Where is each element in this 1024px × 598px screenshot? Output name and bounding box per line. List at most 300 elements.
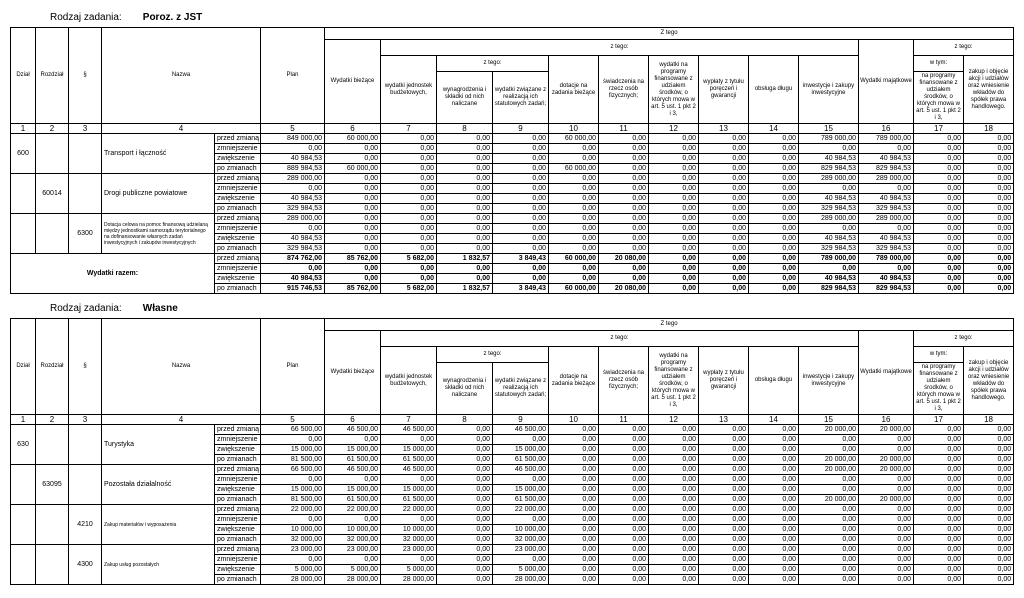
cell-nazwa: Zakup materiałów i wyposażenia bbox=[102, 505, 215, 545]
cell-value: 0,00 bbox=[493, 515, 549, 525]
cell-value: 0,00 bbox=[437, 134, 493, 144]
cell-value: 0,00 bbox=[493, 234, 549, 244]
cell-value: 20 000,00 bbox=[799, 495, 859, 505]
cell-value: 0,00 bbox=[799, 515, 859, 525]
cell-value: 289 000,00 bbox=[799, 214, 859, 224]
cell-value: 0,00 bbox=[859, 505, 914, 515]
cell-value: 289 000,00 bbox=[859, 214, 914, 224]
cell-value: 789 000,00 bbox=[859, 134, 914, 144]
header-wydatki-biezace: Wydatki bieżące bbox=[325, 331, 381, 415]
cell-value: 0,00 bbox=[549, 224, 599, 234]
cell-value: 0,00 bbox=[437, 465, 493, 475]
cell-value: 23 000,00 bbox=[325, 545, 381, 555]
cell-rozdzial bbox=[36, 425, 69, 465]
cell-value: 0,00 bbox=[859, 445, 914, 455]
cell-value: 0,00 bbox=[381, 134, 437, 144]
cell-value: 0,00 bbox=[749, 455, 799, 465]
cell-row-label: zwiększenie bbox=[215, 234, 261, 244]
cell-value: 40 984,53 bbox=[799, 194, 859, 204]
cell-value: 0,00 bbox=[437, 174, 493, 184]
column-number: 17 bbox=[914, 124, 964, 134]
cell-row-label: zmniejszenie bbox=[215, 555, 261, 565]
cell-value: 0,00 bbox=[964, 515, 1014, 525]
cell-value: 81 500,00 bbox=[261, 495, 325, 505]
cell-rozdzial: 60014 bbox=[36, 174, 69, 214]
cell-value: 0,00 bbox=[699, 525, 749, 535]
cell-value: 0,00 bbox=[914, 194, 964, 204]
cell-value: 0,00 bbox=[914, 284, 964, 294]
cell-value: 40 984,53 bbox=[261, 194, 325, 204]
column-number: 5 bbox=[261, 415, 325, 425]
cell-value: 0,00 bbox=[699, 575, 749, 585]
cell-value: 889 984,53 bbox=[261, 164, 325, 174]
cell-value: 0,00 bbox=[549, 525, 599, 535]
cell-value: 0,00 bbox=[437, 555, 493, 565]
header-row bbox=[11, 319, 1014, 331]
cell-value: 0,00 bbox=[799, 435, 859, 445]
cell-value: 0,00 bbox=[914, 154, 964, 164]
cell-value: 40 984,53 bbox=[799, 234, 859, 244]
cell-value: 0,00 bbox=[914, 495, 964, 505]
header-inwestycje: inwestycje i zakupy inwestycyjne bbox=[799, 347, 859, 415]
cell-value: 15 000,00 bbox=[493, 445, 549, 455]
budget-table-section1 bbox=[10, 27, 1014, 294]
cell-value: 20 000,00 bbox=[859, 465, 914, 475]
cell-value: 0,00 bbox=[964, 254, 1014, 264]
header-wynagrodzenia: wynagrodzenia i składki od nich naliczane bbox=[437, 363, 493, 415]
column-number: 7 bbox=[381, 415, 437, 425]
cell-paragraf bbox=[69, 134, 102, 174]
header-inwestycje: inwestycje i zakupy inwestycyjne bbox=[799, 56, 859, 124]
column-number: 8 bbox=[437, 124, 493, 134]
column-number: 14 bbox=[749, 124, 799, 134]
budget-table-section2 bbox=[10, 318, 1014, 585]
cell-value: 0,00 bbox=[799, 184, 859, 194]
section1-title bbox=[50, 12, 202, 23]
cell-row-label: zwiększenie bbox=[215, 445, 261, 455]
cell-value: 0,00 bbox=[599, 204, 649, 214]
cell-value: 28 000,00 bbox=[261, 575, 325, 585]
cell-value: 0,00 bbox=[261, 264, 325, 274]
cell-value: 0,00 bbox=[749, 254, 799, 264]
cell-value: 0,00 bbox=[699, 264, 749, 274]
cell-value: 61 500,00 bbox=[381, 455, 437, 465]
cell-value: 40 984,53 bbox=[859, 274, 914, 284]
cell-value: 0,00 bbox=[381, 154, 437, 164]
cell-value: 0,00 bbox=[549, 154, 599, 164]
cell-value: 0,00 bbox=[964, 495, 1014, 505]
cell-value: 0,00 bbox=[699, 485, 749, 495]
cell-value: 32 000,00 bbox=[261, 535, 325, 545]
cell-value: 0,00 bbox=[549, 565, 599, 575]
cell-value: 0,00 bbox=[699, 224, 749, 234]
cell-value: 0,00 bbox=[549, 184, 599, 194]
column-number: 11 bbox=[599, 415, 649, 425]
cell-value: 0,00 bbox=[964, 184, 1014, 194]
cell-value: 329 984,53 bbox=[261, 244, 325, 254]
cell-value: 15 000,00 bbox=[325, 485, 381, 495]
cell-paragraf: 4300 bbox=[69, 545, 102, 585]
cell-value: 0,00 bbox=[859, 184, 914, 194]
cell-value: 0,00 bbox=[493, 144, 549, 154]
cell-value: 0,00 bbox=[749, 244, 799, 254]
cell-value: 0,00 bbox=[964, 234, 1014, 244]
cell-value: 789 000,00 bbox=[799, 134, 859, 144]
cell-nazwa: Transport i łączność bbox=[102, 134, 215, 174]
cell-value: 0,00 bbox=[914, 144, 964, 154]
cell-value: 81 500,00 bbox=[261, 455, 325, 465]
header-zadania-statutowe: wydatki związane z realizacją ich statutowych zadań; bbox=[493, 72, 549, 124]
cell-value: 0,00 bbox=[699, 555, 749, 565]
cell-value: 0,00 bbox=[649, 455, 699, 465]
cell-value: 0,00 bbox=[261, 475, 325, 485]
cell-row-label: po zmianach bbox=[215, 535, 261, 545]
header-z-tego-jednostek: z tego: bbox=[437, 347, 549, 363]
cell-value: 0,00 bbox=[493, 555, 549, 565]
column-number: 11 bbox=[599, 124, 649, 134]
cell-value: 0,00 bbox=[599, 214, 649, 224]
cell-value: 0,00 bbox=[964, 274, 1014, 284]
cell-value: 60 000,00 bbox=[549, 284, 599, 294]
cell-value: 0,00 bbox=[964, 264, 1014, 274]
cell-value: 0,00 bbox=[914, 244, 964, 254]
cell-value: 0,00 bbox=[749, 475, 799, 485]
cell-value: 0,00 bbox=[437, 164, 493, 174]
cell-value: 0,00 bbox=[599, 565, 649, 575]
cell-value: 60 000,00 bbox=[325, 164, 381, 174]
cell-value: 0,00 bbox=[649, 535, 699, 545]
header-rozdzial: Rozdział bbox=[36, 319, 69, 415]
cell-value: 0,00 bbox=[964, 194, 1014, 204]
cell-row-label: przed zmianą bbox=[215, 545, 261, 555]
cell-value: 849 000,00 bbox=[261, 134, 325, 144]
cell-dzial bbox=[11, 174, 36, 214]
cell-value: 40 984,53 bbox=[859, 194, 914, 204]
cell-value: 10 000,00 bbox=[381, 525, 437, 535]
cell-value: 23 000,00 bbox=[261, 545, 325, 555]
cell-value: 60 000,00 bbox=[549, 134, 599, 144]
cell-value: 0,00 bbox=[914, 475, 964, 485]
cell-value: 0,00 bbox=[549, 485, 599, 495]
header-wydatki-jednostek: wydatki jednostek budżetowych, bbox=[381, 347, 437, 415]
cell-row-label: po zmianach bbox=[215, 244, 261, 254]
cell-value: 0,00 bbox=[749, 154, 799, 164]
header-z-tego-majatkowe: z tego: bbox=[914, 331, 1014, 347]
cell-value: 0,00 bbox=[699, 164, 749, 174]
cell-value: 40 984,53 bbox=[859, 234, 914, 244]
cell-value: 0,00 bbox=[493, 435, 549, 445]
cell-value: 0,00 bbox=[699, 455, 749, 465]
column-number: 12 bbox=[649, 415, 699, 425]
cell-value: 0,00 bbox=[549, 475, 599, 485]
header-rozdzial: Rozdział bbox=[36, 28, 69, 124]
cell-value: 0,00 bbox=[749, 535, 799, 545]
cell-paragraf: 6300 bbox=[69, 214, 102, 254]
cell-value: 0,00 bbox=[381, 174, 437, 184]
cell-value: 0,00 bbox=[437, 144, 493, 154]
cell-value: 0,00 bbox=[599, 425, 649, 435]
cell-value: 0,00 bbox=[549, 144, 599, 154]
cell-rozdzial bbox=[36, 214, 69, 254]
cell-value: 0,00 bbox=[549, 575, 599, 585]
cell-value: 0,00 bbox=[859, 555, 914, 565]
cell-value: 0,00 bbox=[599, 134, 649, 144]
cell-value: 0,00 bbox=[699, 515, 749, 525]
cell-value: 28 000,00 bbox=[325, 575, 381, 585]
cell-value: 0,00 bbox=[859, 545, 914, 555]
cell-value: 789 000,00 bbox=[799, 254, 859, 264]
cell-value: 0,00 bbox=[599, 224, 649, 234]
cell-value: 0,00 bbox=[493, 154, 549, 164]
cell-value: 0,00 bbox=[914, 164, 964, 174]
cell-value: 0,00 bbox=[699, 284, 749, 294]
cell-value: 0,00 bbox=[749, 525, 799, 535]
cell-value: 0,00 bbox=[325, 515, 381, 525]
cell-dzial bbox=[11, 505, 36, 545]
cell-value: 0,00 bbox=[325, 264, 381, 274]
cell-value: 0,00 bbox=[599, 495, 649, 505]
cell-value: 0,00 bbox=[964, 575, 1014, 585]
cell-value: 0,00 bbox=[649, 224, 699, 234]
cell-value: 0,00 bbox=[437, 445, 493, 455]
cell-value: 0,00 bbox=[914, 465, 964, 475]
cell-value: 0,00 bbox=[649, 555, 699, 565]
section2-title bbox=[50, 303, 178, 314]
cell-value: 0,00 bbox=[493, 264, 549, 274]
cell-value: 0,00 bbox=[964, 134, 1014, 144]
cell-value: 0,00 bbox=[749, 575, 799, 585]
cell-value: 40 984,53 bbox=[261, 234, 325, 244]
cell-value: 0,00 bbox=[437, 194, 493, 204]
cell-value: 0,00 bbox=[493, 204, 549, 214]
header-wydatki-majatkowe: Wydatki majątkowe bbox=[859, 40, 914, 124]
cell-value: 0,00 bbox=[649, 525, 699, 535]
column-number: 6 bbox=[325, 415, 381, 425]
cell-value: 0,00 bbox=[699, 204, 749, 214]
cell-value: 0,00 bbox=[699, 134, 749, 144]
cell-value: 0,00 bbox=[914, 435, 964, 445]
cell-nazwa: Drogi publiczne powiatowe bbox=[102, 174, 215, 214]
header-z-tego: Z tego bbox=[325, 28, 1014, 40]
header-paragraf: § bbox=[69, 319, 102, 415]
header-z-tego-jednostek: z tego: bbox=[437, 56, 549, 72]
cell-value: 20 000,00 bbox=[799, 465, 859, 475]
cell-value: 0,00 bbox=[799, 475, 859, 485]
header-w-tym: w tym: bbox=[914, 347, 964, 363]
cell-value: 0,00 bbox=[261, 555, 325, 565]
cell-value: 40 984,53 bbox=[261, 154, 325, 164]
cell-value: 0,00 bbox=[325, 184, 381, 194]
header-plan: Plan bbox=[261, 319, 325, 415]
cell-value: 0,00 bbox=[325, 555, 381, 565]
cell-value: 0,00 bbox=[549, 234, 599, 244]
cell-value: 15 000,00 bbox=[381, 445, 437, 455]
cell-value: 0,00 bbox=[599, 244, 649, 254]
cell-value: 0,00 bbox=[699, 244, 749, 254]
cell-value: 0,00 bbox=[493, 184, 549, 194]
column-number: 6 bbox=[325, 124, 381, 134]
column-number: 15 bbox=[799, 124, 859, 134]
cell-value: 0,00 bbox=[749, 174, 799, 184]
cell-value: 0,00 bbox=[599, 164, 649, 174]
cell-value: 15 000,00 bbox=[261, 445, 325, 455]
cell-value: 61 500,00 bbox=[493, 455, 549, 465]
cell-row-label: przed zmianą bbox=[215, 465, 261, 475]
cell-value: 32 000,00 bbox=[493, 535, 549, 545]
cell-value: 0,00 bbox=[599, 555, 649, 565]
cell-value: 0,00 bbox=[549, 465, 599, 475]
cell-value: 0,00 bbox=[437, 204, 493, 214]
column-number: 15 bbox=[799, 415, 859, 425]
header-z-tego-majatkowe: z tego: bbox=[914, 40, 1014, 56]
cell-value: 0,00 bbox=[859, 535, 914, 545]
cell-row-label: zmniejszenie bbox=[215, 144, 261, 154]
header-z-tego-biezace: z tego: bbox=[381, 40, 859, 56]
table-row bbox=[11, 545, 1014, 555]
cell-value: 0,00 bbox=[749, 485, 799, 495]
cell-value: 85 762,00 bbox=[325, 254, 381, 264]
cell-value: 20 080,00 bbox=[599, 284, 649, 294]
cell-value: 0,00 bbox=[381, 144, 437, 154]
cell-value: 0,00 bbox=[599, 435, 649, 445]
cell-value: 0,00 bbox=[549, 555, 599, 565]
cell-value: 0,00 bbox=[699, 154, 749, 164]
header-programy-majatkowe: na programy finansowane z udziałem środków, o których mowa w art. 5 ust. 1 pkt 2 i 3, bbox=[914, 363, 964, 415]
cell-value: 0,00 bbox=[549, 204, 599, 214]
cell-value: 0,00 bbox=[749, 214, 799, 224]
cell-value: 0,00 bbox=[749, 425, 799, 435]
cell-value: 0,00 bbox=[261, 224, 325, 234]
header-plan: Plan bbox=[261, 28, 325, 124]
cell-value: 0,00 bbox=[325, 244, 381, 254]
cell-value: 0,00 bbox=[599, 184, 649, 194]
cell-value: 0,00 bbox=[381, 224, 437, 234]
cell-value: 0,00 bbox=[699, 465, 749, 475]
cell-value: 0,00 bbox=[859, 264, 914, 274]
cell-value: 0,00 bbox=[437, 224, 493, 234]
cell-paragraf: 4210 bbox=[69, 505, 102, 545]
cell-value: 0,00 bbox=[964, 244, 1014, 254]
cell-value: 10 000,00 bbox=[261, 525, 325, 535]
cell-value: 0,00 bbox=[493, 244, 549, 254]
cell-value: 0,00 bbox=[914, 214, 964, 224]
cell-value: 22 000,00 bbox=[493, 505, 549, 515]
cell-value: 0,00 bbox=[749, 565, 799, 575]
cell-value: 0,00 bbox=[799, 445, 859, 455]
cell-value: 0,00 bbox=[549, 194, 599, 204]
cell-value: 0,00 bbox=[599, 264, 649, 274]
column-number: 1 bbox=[11, 415, 36, 425]
column-number: 9 bbox=[493, 415, 549, 425]
cell-value: 0,00 bbox=[437, 565, 493, 575]
cell-value: 0,00 bbox=[493, 194, 549, 204]
column-number: 10 bbox=[549, 415, 599, 425]
cell-value: 60 000,00 bbox=[549, 254, 599, 264]
header-dotacje: dotacje na zadania bieżące bbox=[549, 347, 599, 415]
column-number: 8 bbox=[437, 415, 493, 425]
cell-value: 0,00 bbox=[749, 264, 799, 274]
cell-value: 0,00 bbox=[649, 184, 699, 194]
cell-value: 0,00 bbox=[493, 134, 549, 144]
header-zadania-statutowe: wydatki związane z realizacją ich statutowych zadań; bbox=[493, 363, 549, 415]
cell-value: 0,00 bbox=[649, 284, 699, 294]
column-number: 4 bbox=[102, 415, 261, 425]
cell-value: 0,00 bbox=[649, 445, 699, 455]
cell-value: 0,00 bbox=[493, 214, 549, 224]
cell-value: 829 984,53 bbox=[859, 164, 914, 174]
cell-value: 0,00 bbox=[859, 224, 914, 234]
cell-value: 0,00 bbox=[599, 505, 649, 515]
cell-value: 0,00 bbox=[381, 214, 437, 224]
cell-value: 0,00 bbox=[437, 485, 493, 495]
cell-dzial: 600 bbox=[11, 134, 36, 174]
cell-value: 0,00 bbox=[325, 234, 381, 244]
cell-value: 0,00 bbox=[649, 565, 699, 575]
cell-value: 66 500,00 bbox=[261, 465, 325, 475]
cell-value: 0,00 bbox=[549, 545, 599, 555]
cell-value: 0,00 bbox=[649, 234, 699, 244]
cell-nazwa: Dotacja celowa na pomoc finansową udzielaną między jednostkami samorządu terytorialnego na dofinansowanie własnych zadań inwestycyjnych i zakupów inwestycyjnych bbox=[102, 214, 215, 254]
cell-value: 0,00 bbox=[599, 485, 649, 495]
cell-value: 0,00 bbox=[914, 184, 964, 194]
cell-value: 0,00 bbox=[325, 174, 381, 184]
cell-value: 0,00 bbox=[749, 445, 799, 455]
cell-value: 0,00 bbox=[749, 184, 799, 194]
cell-value: 329 984,53 bbox=[799, 204, 859, 214]
cell-value: 0,00 bbox=[599, 475, 649, 485]
cell-value: 0,00 bbox=[549, 445, 599, 455]
cell-value: 0,00 bbox=[493, 224, 549, 234]
cell-value: 0,00 bbox=[381, 274, 437, 284]
cell-value: 0,00 bbox=[549, 174, 599, 184]
cell-value: 0,00 bbox=[599, 445, 649, 455]
cell-value: 0,00 bbox=[381, 234, 437, 244]
cell-value: 0,00 bbox=[964, 435, 1014, 445]
cell-value: 0,00 bbox=[649, 194, 699, 204]
cell-value: 0,00 bbox=[549, 495, 599, 505]
cell-value: 0,00 bbox=[549, 264, 599, 274]
cell-value: 0,00 bbox=[649, 515, 699, 525]
column-number: 12 bbox=[649, 124, 699, 134]
cell-value: 20 000,00 bbox=[799, 455, 859, 465]
header-programy: wydatki na programy finansowane z udziałem środków, o których mowa w art. 5 ust. 1 pkt 2 i 3, bbox=[649, 56, 699, 124]
header-obsluga-dlugu: obsługa długu bbox=[749, 56, 799, 124]
cell-value: 0,00 bbox=[549, 535, 599, 545]
header-akcje: zakup i objęcie akcji i udziałów oraz wniesienie wkładów do spółek prawa handlowego. bbox=[964, 347, 1014, 415]
cell-value: 20 080,00 bbox=[599, 254, 649, 264]
cell-value: 0,00 bbox=[649, 465, 699, 475]
cell-value: 0,00 bbox=[964, 565, 1014, 575]
cell-value: 0,00 bbox=[799, 565, 859, 575]
cell-value: 46 500,00 bbox=[325, 425, 381, 435]
cell-value: 0,00 bbox=[964, 465, 1014, 475]
header-poreczenia: wypłaty z tytułu poręczeń i gwarancji bbox=[699, 347, 749, 415]
cell-nazwa: Turystyka bbox=[102, 425, 215, 465]
cell-value: 0,00 bbox=[649, 264, 699, 274]
header-akcje: zakup i objęcie akcji i udziałów oraz wniesienie wkładów do spółek prawa handlowego. bbox=[964, 56, 1014, 124]
column-number: 2 bbox=[36, 124, 69, 134]
cell-value: 0,00 bbox=[381, 244, 437, 254]
cell-value: 0,00 bbox=[799, 555, 859, 565]
cell-value: 0,00 bbox=[699, 505, 749, 515]
column-number: 9 bbox=[493, 124, 549, 134]
cell-value: 0,00 bbox=[437, 515, 493, 525]
cell-value: 0,00 bbox=[649, 274, 699, 284]
cell-value: 0,00 bbox=[799, 485, 859, 495]
cell-value: 0,00 bbox=[699, 495, 749, 505]
cell-value: 289 000,00 bbox=[261, 174, 325, 184]
cell-value: 0,00 bbox=[381, 435, 437, 445]
